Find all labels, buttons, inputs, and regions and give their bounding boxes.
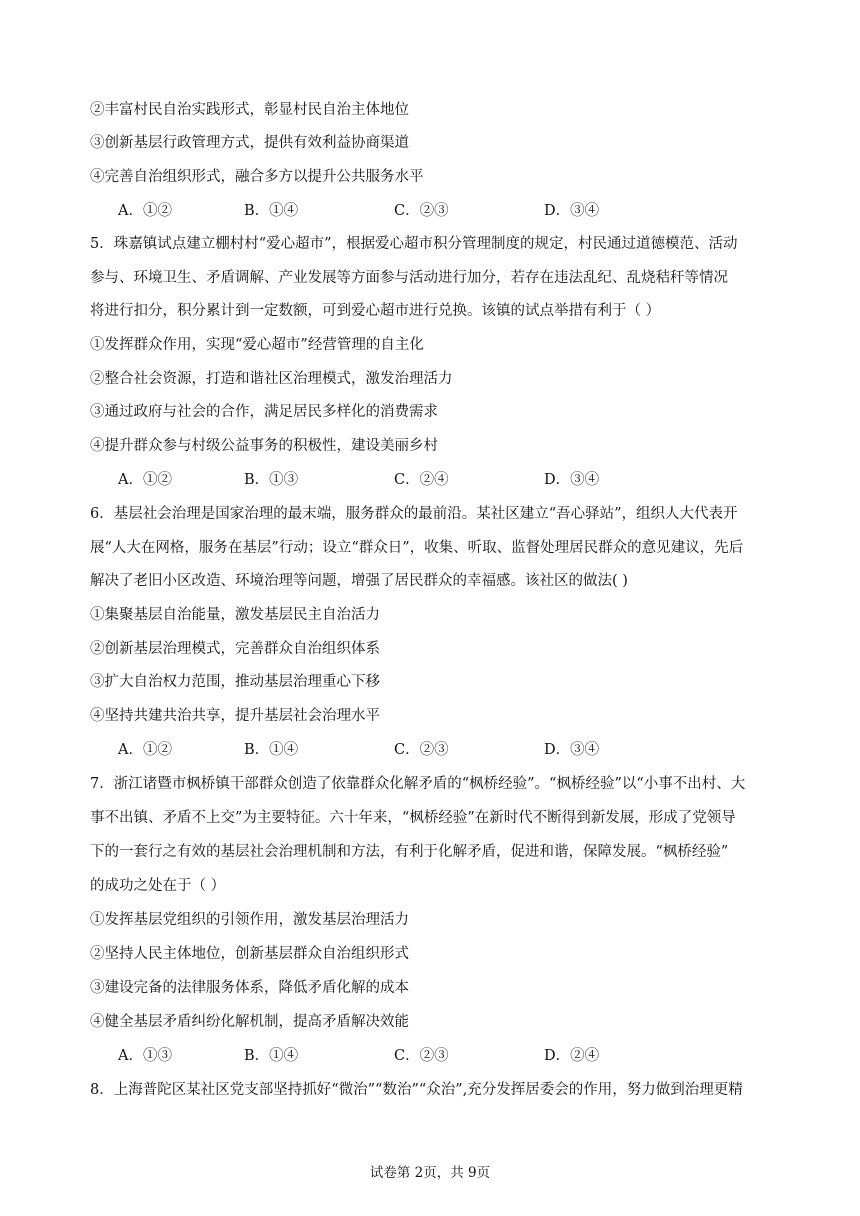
q7-stem-line-2: 事不出镇、矛盾不上交”为主要特征。六十年来，“枫桥经验”在新时代不断得到新发展，形成了党领导 [90, 810, 736, 826]
q7-option-1: ①发挥基层党组织的引领作用，激发基层治理活力 [90, 912, 409, 928]
q4-choice-d: D．③④ [544, 203, 600, 219]
q7-choice-d: D．②④ [544, 1048, 600, 1064]
q4-option-4: ④完善自治组织形式，融合多方以提升公共服务水平 [90, 169, 424, 185]
q6-option-1: ①集聚基层自治能量，激发基层民主自治活力 [90, 607, 380, 623]
q4-choice-b: B．①④ [244, 203, 299, 219]
q7-option-2: ②坚持人民主体地位，创新基层群众自治组织形式 [90, 946, 409, 962]
q5-choice-c: C．②④ [394, 472, 449, 488]
q5-option-3: ③通过政府与社会的合作，满足居民多样化的消费需求 [90, 404, 438, 420]
q5-choice-a: A．①② [118, 472, 172, 488]
q7-choice-a: A．①③ [118, 1048, 172, 1064]
q5-option-4: ④提升群众参与村级公益事务的积极性，建设美丽乡村 [90, 438, 438, 454]
q7-stem-line-1: 7．浙江诸暨市枫桥镇干部群众创造了依靠群众化解矛盾的“枫桥经验”。“枫桥经验”以“小事不出村、大 [90, 776, 746, 792]
q6-choice-c: C．②③ [394, 742, 449, 758]
page-footer: 试卷第 2页，共 9页 [369, 1165, 491, 1181]
q4-option-2: ②丰富村民自治实践形式，彰显村民自治主体地位 [90, 102, 409, 118]
q7-stem-line-3: 下的一套行之有效的基层社会治理机制和方法，有利于化解矛盾，促进和谐，保障发展。“枫桥经验” [90, 844, 729, 860]
q7-choice-b: B．①④ [244, 1048, 299, 1064]
q5-choice-d: D．③④ [544, 472, 600, 488]
q4-option-3: ③创新基层行政管理方式，提供有效利益协商渠道 [90, 135, 409, 151]
q5-stem-line-3: 将进行扣分，积分累计到一定数额，可到爱心超市进行兑换。该镇的试点举措有利于（ ） [90, 303, 661, 319]
q5-stem-line-1: 5．珠嘉镇试点建立棚村村“爱心超市”，根据爱心超市积分管理制度的规定，村民通过道德模范、活动 [90, 236, 738, 252]
q7-stem-line-4: 的成功之处在于（ ） [90, 878, 226, 894]
q4-choice-a: A．①② [118, 203, 172, 219]
q7-option-3: ③建设完备的法律服务体系，降低矛盾化解的成本 [90, 980, 409, 996]
q8-stem-line-1: 8．上海普陀区某社区党支部坚持抓好“微治”“数治”“众治”,充分发挥居委会的作用，努力做到治理更精 [90, 1082, 743, 1098]
q6-choice-d: D．③④ [544, 742, 600, 758]
q6-stem-line-3: 解决了老旧小区改造、环境治理等问题，增强了居民群众的幸福感。该社区的做法( ) [90, 573, 628, 589]
q6-option-2: ②创新基层治理模式，完善群众自治组织体系 [90, 641, 380, 657]
q6-stem-line-2: 展“人大在网格，服务在基层”行动；设立“群众日”，收集、听取、监督处理居民群众的意见建议，先后 [90, 540, 744, 556]
q6-option-4: ④坚持共建共治共享，提升基层社会治理水平 [90, 708, 380, 724]
q4-choice-c: C．②③ [394, 203, 449, 219]
q5-option-2: ②整合社会资源，打造和谐社区治理模式，激发治理活力 [90, 371, 453, 387]
q5-option-1: ①发挥群众作用，实现“爱心超市”经营管理的自主化 [90, 337, 424, 353]
q6-stem-line-1: 6．基层社会治理是国家治理的最末端，服务群众的最前沿。某社区建立“吾心驿站”，组织人大代表开 [90, 506, 738, 522]
q7-choice-c: C．②③ [394, 1048, 449, 1064]
q6-option-3: ③扩大自治权力范围，推动基层治理重心下移 [90, 674, 380, 690]
q6-choice-a: A．①② [118, 742, 172, 758]
q6-choice-b: B．①④ [244, 742, 299, 758]
q5-choice-b: B．①③ [244, 472, 299, 488]
q5-stem-line-2: 参与、环境卫生、矛盾调解、产业发展等方面参与活动进行加分，若存在违法乱纪、乱烧秸秆等情况 [90, 270, 728, 286]
q7-option-4: ④健全基层矛盾纠纷化解机制，提高矛盾解决效能 [90, 1014, 409, 1030]
